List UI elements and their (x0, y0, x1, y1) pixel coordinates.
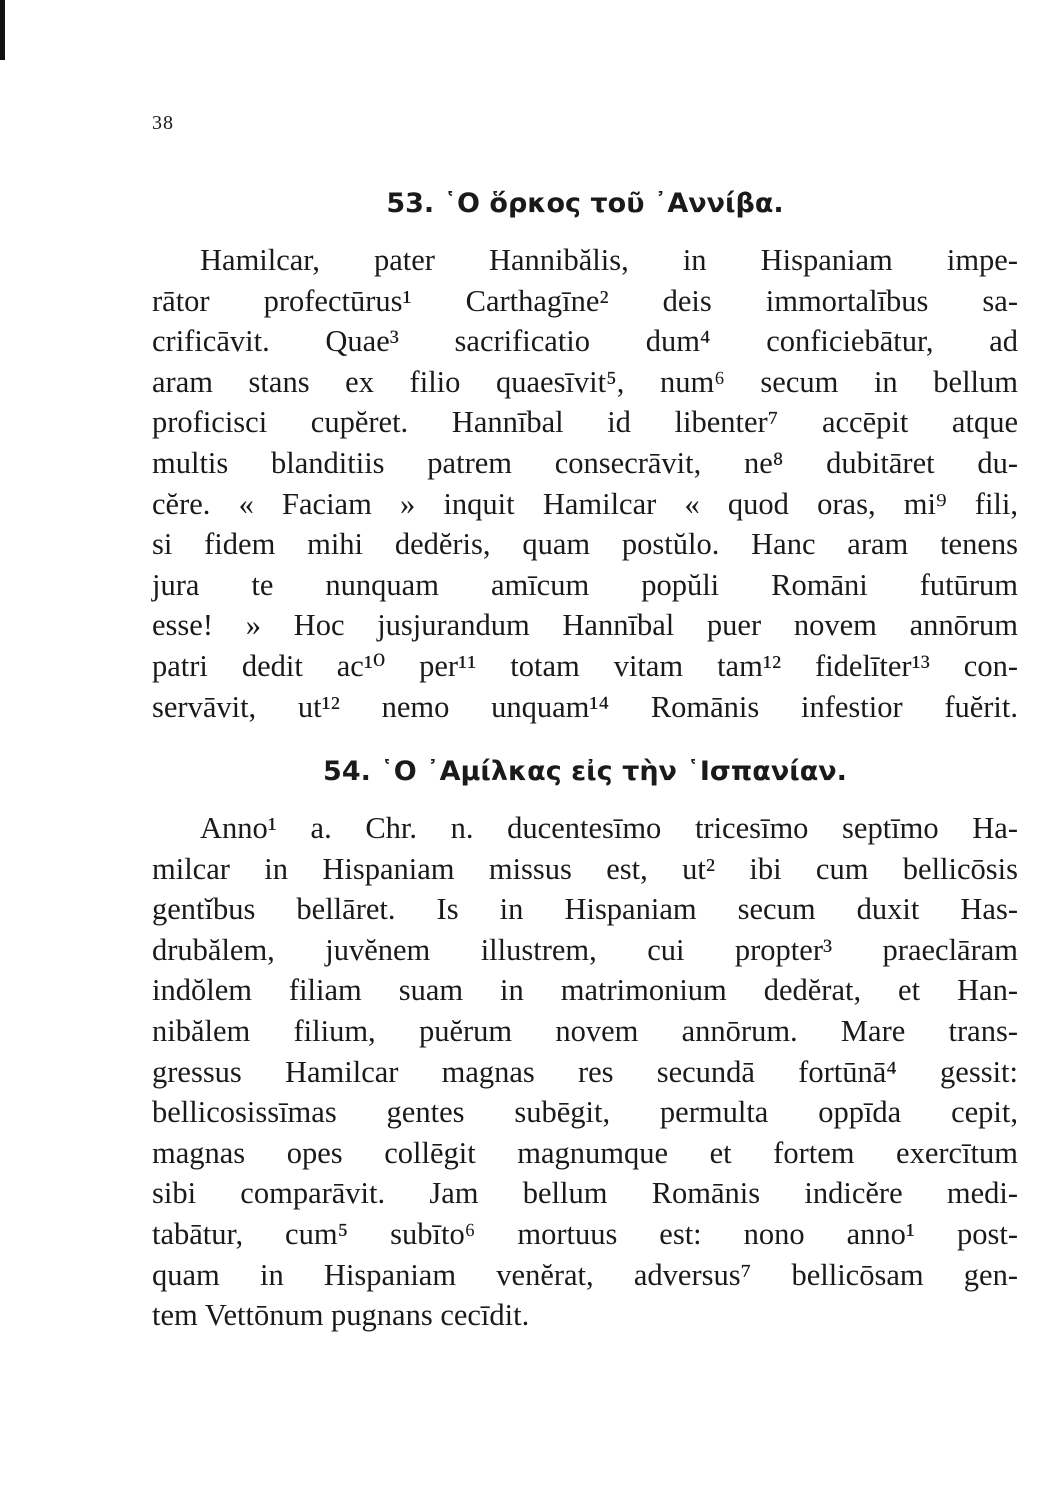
text-line: sibi comparāvit. Jam bellum Romānis indicĕre medi- (152, 1176, 1018, 1211)
text-line: Anno¹ a. Chr. n. ducentesīmo tricesīmo septīmo Ha- (200, 811, 1018, 845)
text-line: nibălem filium, puĕrum novem annōrum. Mare trans- (152, 1013, 1018, 1048)
text-line: milcar in Hispaniam missus est, ut² ibi cum bellicōsis (152, 851, 1018, 886)
text-line: gentĭbus bellāret. Is in Hispaniam secum duxit Has- (152, 892, 1018, 927)
text-line: bellicosissīmas gentes subēgit, permulta oppīda cepit, (152, 1095, 1018, 1130)
text-line: tem Vettōnum pugnans cecīdit. (152, 1298, 530, 1333)
text-line: esse! » Hoc jusjurandum Hannībal puer novem annōrum (152, 608, 1018, 643)
text-line: servāvit, ut¹² nemo unquam¹⁴ Romānis infestior fuĕrit. (152, 689, 1018, 724)
section-53-paragraph (152, 240, 1018, 727)
text-line: tabātur, cum⁵ subīto⁶ mortuus est: nono anno¹ post- (152, 1216, 1018, 1251)
text-line: magnas opes collēgit magnumque et fortem exercītum (152, 1135, 1018, 1170)
text-line: cĕre. « Faciam » inquit Hamilcar « quod oras, mi⁹ fili, (152, 486, 1018, 521)
scan-edge-mark (0, 0, 5, 60)
text-line: quam in Hispaniam venĕrat, adversus⁷ bellicōsam gen- (152, 1257, 1018, 1292)
text-line: indŏlem filiam suam in matrimonium dedĕrat, et Han- (152, 973, 1018, 1008)
text-line: aram stans ex filio quaesīvit⁵, num⁶ secum in bellum (152, 364, 1018, 399)
page-number: 38 (152, 112, 174, 134)
text-line: multis blanditiis patrem consecrāvit, ne⁸ dubitāret du- (152, 445, 1018, 480)
section-54-heading: 54. ῾Ο ᾿Αμίλκας εἰς τὴν ῾Ισπανίαν. (323, 756, 847, 787)
text-line: si fidem mihi dedĕris, quam postŭlo. Hanc aram tenens (152, 527, 1018, 562)
text-line: crificāvit. Quae³ sacrificatio dum⁴ conficiebātur, ad (152, 324, 1018, 359)
section-53-heading: 53. ῾Ο ὅρκος τοῦ ᾿Αννίβα. (386, 188, 784, 219)
text-line: proficisci cupĕret. Hannībal id libenter⁷ accēpit atque (152, 405, 1018, 440)
text-line: patri dedit ac¹⁰ per¹¹ totam vitam tam¹² fidelīter¹³ con- (152, 648, 1018, 683)
text-line: drubălem, juvĕnem illustrem, cui propter³ praeclāram (152, 932, 1018, 967)
text-line: jura te nunquam amīcum popŭli Romāni futūrum (152, 567, 1018, 602)
text-line: Hamilcar, pater Hannibălis, in Hispaniam impe- (200, 243, 1018, 277)
text-line: rātor profectūrus¹ Carthagīne² deis immortalībus sa- (152, 283, 1018, 318)
text-line: gressus Hamilcar magnas res secundā fortūnā⁴ gessit: (152, 1054, 1018, 1089)
section-54-paragraph (152, 808, 1018, 1336)
